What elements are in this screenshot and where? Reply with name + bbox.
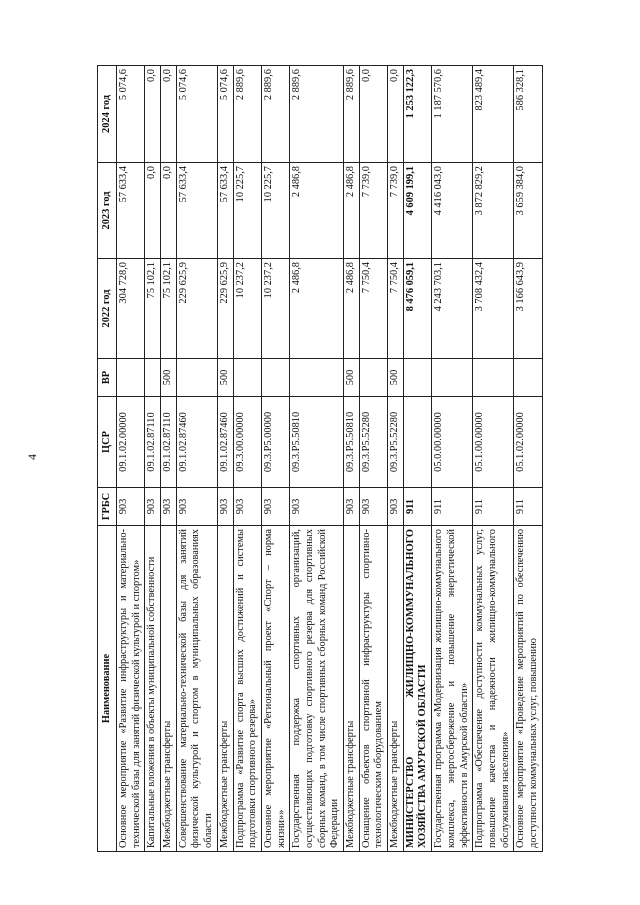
row-csr: 09.1.02.87460 <box>217 397 233 488</box>
row-2024: 5 074,6 <box>176 66 217 163</box>
row-vr <box>117 359 145 397</box>
header-2022: 2022 год <box>98 259 117 359</box>
row-grbs: 911 <box>403 488 431 526</box>
row-2022: 3 166 643,9 <box>514 259 542 359</box>
row-2022: 4 243 703,1 <box>432 259 473 359</box>
row-grbs: 903 <box>161 488 177 526</box>
row-2023: 4 416 043,0 <box>432 163 473 259</box>
row-grbs: 903 <box>145 488 161 526</box>
row-vr <box>359 359 387 397</box>
row-name: МИНИСТЕРСТВО ЖИЛИЩНО-КОММУНАЛЬНОГО ХОЗЯЙСТВА АМУРСКОЙ ОБЛАСТИ <box>403 526 431 852</box>
row-2024: 1 187 570,6 <box>432 66 473 163</box>
row-2024: 0,0 <box>145 66 161 163</box>
budget-table-container <box>97 66 539 852</box>
table-row <box>261 66 289 852</box>
row-grbs: 911 <box>514 488 542 526</box>
row-vr <box>473 359 514 397</box>
table-row <box>359 66 387 852</box>
row-csr <box>403 397 431 488</box>
row-grbs: 903 <box>217 488 233 526</box>
table-row <box>145 66 161 852</box>
row-2024: 1 253 122,3 <box>403 66 431 163</box>
row-name: Основное мероприятие «Региональный проект «Спорт – норма жизни»» <box>261 526 289 852</box>
row-2023: 7 739,0 <box>388 163 404 259</box>
row-name: Межбюджетные трансферты <box>217 526 233 852</box>
row-name: Подпрограмма «Развитие спорта высших достижений и системы подготовки спортивного резерва» <box>233 526 261 852</box>
header-csr: ЦСР <box>98 397 117 488</box>
table-row <box>344 66 360 852</box>
row-2022: 229 625,9 <box>217 259 233 359</box>
row-csr: 09.3.P5.50810 <box>290 397 344 488</box>
row-vr <box>514 359 542 397</box>
row-2024: 586 328,1 <box>514 66 542 163</box>
header-2024: 2024 год <box>98 66 117 163</box>
row-csr: 09.3.P5.00000 <box>261 397 289 488</box>
row-vr: 500 <box>344 359 360 397</box>
row-name: Межбюджетные трансферты <box>388 526 404 852</box>
row-name: Основное мероприятие «Проведение мероприятий по обеспечению доступности коммунальных услуг, повышению <box>514 526 542 852</box>
row-2024: 0,0 <box>161 66 177 163</box>
row-vr <box>432 359 473 397</box>
table-row <box>117 66 145 852</box>
row-vr <box>176 359 217 397</box>
row-2023: 0,0 <box>161 163 177 259</box>
row-csr: 09.3.00.00000 <box>233 397 261 488</box>
row-csr: 09.1.02.87460 <box>176 397 217 488</box>
row-2022: 10 237,2 <box>261 259 289 359</box>
row-vr <box>261 359 289 397</box>
row-grbs: 911 <box>473 488 514 526</box>
table-row <box>388 66 404 852</box>
row-name: Государственная поддержка спортивных организаций, осуществляющих подготовку спортивного резерва для спортивных сборных команд, в том числе спортивных сборных команд Российской Федерации <box>290 526 344 852</box>
row-csr: 09.3.P5.52280 <box>388 397 404 488</box>
row-csr: 09.3.P5.52280 <box>359 397 387 488</box>
row-2023: 3 872 829,2 <box>473 163 514 259</box>
row-vr <box>403 359 431 397</box>
row-2022: 75 102,1 <box>161 259 177 359</box>
row-2022: 10 237,2 <box>233 259 261 359</box>
row-grbs: 903 <box>388 488 404 526</box>
row-2022: 7 750,4 <box>359 259 387 359</box>
row-2023: 10 225,7 <box>233 163 261 259</box>
row-grbs: 903 <box>359 488 387 526</box>
row-name: Совершенствование материально-технической базы для занятий физической культурой и спортом в муниципальных образованиях области <box>176 526 217 852</box>
row-vr: 500 <box>388 359 404 397</box>
row-grbs: 903 <box>176 488 217 526</box>
row-vr <box>290 359 344 397</box>
row-grbs: 903 <box>117 488 145 526</box>
row-2023: 57 633,4 <box>217 163 233 259</box>
row-csr: 09.3.P5.50810 <box>344 397 360 488</box>
header-2023: 2023 год <box>98 163 117 259</box>
row-2022: 2 486,8 <box>290 259 344 359</box>
row-name: Оснащение объектов спортивной инфраструктуры спортивно-технологическим оборудованием <box>359 526 387 852</box>
row-2024: 5 074,6 <box>217 66 233 163</box>
row-vr <box>145 359 161 397</box>
table-row <box>473 66 514 852</box>
row-2022: 2 486,8 <box>344 259 360 359</box>
row-grbs: 903 <box>344 488 360 526</box>
row-2023: 3 659 384,0 <box>514 163 542 259</box>
row-csr: 05.0.00.00000 <box>432 397 473 488</box>
table-row <box>217 66 233 852</box>
row-2024: 2 889,6 <box>290 66 344 163</box>
table-header-row <box>98 66 117 852</box>
budget-table <box>97 65 543 852</box>
row-name: Подпрограмма «Обеспечение доступности коммунальных услуг, повышение качества и надежности жилищно-коммунального обслуживания населения» <box>473 526 514 852</box>
row-grbs: 903 <box>233 488 261 526</box>
row-vr <box>233 359 261 397</box>
row-grbs: 903 <box>261 488 289 526</box>
row-grbs: 903 <box>290 488 344 526</box>
row-2024: 823 489,4 <box>473 66 514 163</box>
row-2022: 75 102,1 <box>145 259 161 359</box>
table-row <box>176 66 217 852</box>
table-row <box>514 66 542 852</box>
row-2023: 2 486,8 <box>344 163 360 259</box>
row-2022: 7 750,4 <box>388 259 404 359</box>
row-2022: 3 708 432,4 <box>473 259 514 359</box>
row-name: Межбюджетные трансферты <box>344 526 360 852</box>
row-csr: 09.1.02.87110 <box>161 397 177 488</box>
row-vr: 500 <box>217 359 233 397</box>
row-2023: 4 609 199,1 <box>403 163 431 259</box>
row-2024: 2 889,6 <box>344 66 360 163</box>
row-2023: 57 633,4 <box>117 163 145 259</box>
row-2023: 57 633,4 <box>176 163 217 259</box>
row-2022: 229 625,9 <box>176 259 217 359</box>
table-row <box>161 66 177 852</box>
header-grbs: ГРБС <box>98 488 117 526</box>
table-row <box>403 66 431 852</box>
table-row <box>432 66 473 852</box>
row-2023: 7 739,0 <box>359 163 387 259</box>
row-2023: 10 225,7 <box>261 163 289 259</box>
row-name: Капитальные вложения в объекты муниципальной собственности <box>145 526 161 852</box>
header-vr: ВР <box>98 359 117 397</box>
row-vr: 500 <box>161 359 177 397</box>
row-2024: 5 074,6 <box>117 66 145 163</box>
row-name: Межбюджетные трансферты <box>161 526 177 852</box>
row-name: Государственная программа «Модернизация жилищно-коммунального комплекса, энергосбережение и повышение энергетической эффективности в Амурской области» <box>432 526 473 852</box>
row-grbs: 911 <box>432 488 473 526</box>
row-2024: 0,0 <box>359 66 387 163</box>
table-row <box>290 66 344 852</box>
row-2024: 2 889,6 <box>233 66 261 163</box>
row-csr: 09.1.02.00000 <box>117 397 145 488</box>
row-csr: 05.1.02.00000 <box>514 397 542 488</box>
row-2024: 2 889,6 <box>261 66 289 163</box>
row-2022: 8 476 059,1 <box>403 259 431 359</box>
row-csr: 05.1.00.00000 <box>473 397 514 488</box>
row-2023: 2 486,8 <box>290 163 344 259</box>
table-row <box>233 66 261 852</box>
row-name: Основное мероприятие «Развитие инфраструктуры и материально-технической базы для занятий физической культурой и спортом» <box>117 526 145 852</box>
header-name: Наименование <box>98 526 117 852</box>
row-csr: 09.1.02.87110 <box>145 397 161 488</box>
row-2023: 0,0 <box>145 163 161 259</box>
row-2022: 304 728,0 <box>117 259 145 359</box>
row-2024: 0,0 <box>388 66 404 163</box>
page-number: 4 <box>25 454 39 460</box>
